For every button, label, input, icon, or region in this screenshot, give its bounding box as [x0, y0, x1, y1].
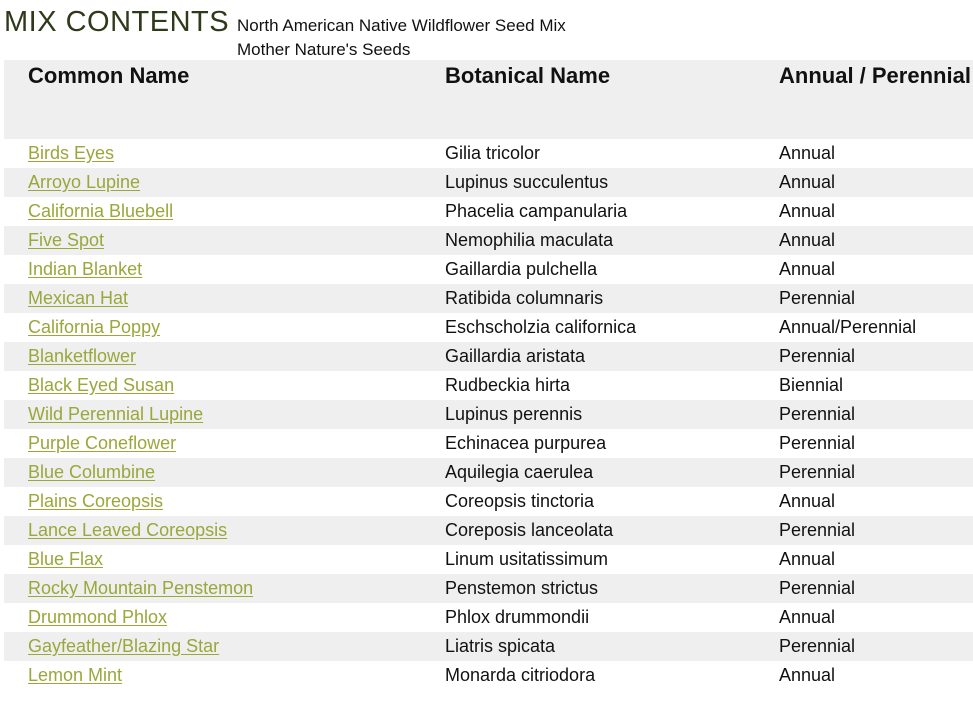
cell-botanical-name: Gaillardia pulchella [445, 259, 598, 279]
cell-common-name [4, 313, 421, 342]
cell-annual-perennial: Annual [779, 607, 836, 627]
plant-link[interactable]: Lance Leaved Coreopsis [28, 520, 228, 540]
table-row [4, 516, 973, 545]
table-row [4, 574, 973, 603]
table-row [4, 661, 973, 690]
plant-link[interactable]: California Bluebell [28, 201, 174, 221]
table-row [4, 168, 973, 197]
plant-link[interactable]: Indian Blanket [28, 259, 143, 279]
plant-link[interactable]: Rocky Mountain Penstemon [28, 578, 254, 598]
cell-annual-perennial: Annual [779, 201, 836, 221]
table-body [4, 139, 973, 690]
table-row [4, 139, 973, 168]
cell-annual-perennial: Annual [779, 491, 836, 511]
table-row [4, 226, 973, 255]
cell-common-name [4, 487, 421, 516]
table-header [4, 60, 973, 139]
cell-annual-perennial: Perennial [779, 462, 856, 482]
plant-link[interactable]: Birds Eyes [28, 143, 115, 163]
table-row [4, 458, 973, 487]
cell-annual-perennial: Perennial [779, 578, 856, 598]
cell-common-name [4, 400, 421, 429]
plant-link[interactable]: Blue Flax [28, 549, 104, 569]
cell-botanical-name: Coreposis lanceolata [445, 520, 614, 540]
cell-common-name [4, 574, 421, 603]
cell-botanical-name: Liatris spicata [445, 636, 556, 656]
cell-botanical-name: Monarda citriodora [445, 665, 596, 685]
cell-annual-perennial: Annual [779, 549, 836, 569]
cell-common-name [4, 516, 421, 545]
cell-annual-perennial: Perennial [779, 288, 856, 308]
cell-common-name [4, 632, 421, 661]
plant-link[interactable]: Plains Coreopsis [28, 491, 164, 511]
table-row [4, 632, 973, 661]
cell-common-name [4, 226, 421, 255]
cell-annual-perennial: Perennial [779, 346, 856, 366]
column-header-annual-perennial: Annual / Perennial [779, 63, 971, 88]
cell-common-name [4, 168, 421, 197]
cell-common-name [4, 545, 421, 574]
plant-link[interactable]: Black Eyed Susan [28, 375, 175, 395]
cell-botanical-name: Gilia tricolor [445, 143, 541, 163]
cell-common-name [4, 197, 421, 226]
page-header [0, 0, 973, 60]
cell-botanical-name: Lupinus perennis [445, 404, 583, 424]
cell-common-name [4, 284, 421, 313]
cell-common-name [4, 458, 421, 487]
column-header-botanical-name: Botanical Name [445, 63, 611, 88]
cell-annual-perennial: Annual [779, 665, 836, 685]
table-row [4, 284, 973, 313]
table-row [4, 400, 973, 429]
cell-annual-perennial: Biennial [779, 375, 844, 395]
cell-botanical-name: Penstemon strictus [445, 578, 599, 598]
plant-link[interactable]: Arroyo Lupine [28, 172, 141, 192]
cell-common-name [4, 603, 421, 632]
company-name: Mother Nature's Seeds [237, 40, 411, 59]
cell-botanical-name: Aquilegia caerulea [445, 462, 594, 482]
plant-link[interactable]: Blue Columbine [28, 462, 156, 482]
cell-botanical-name: Gaillardia aristata [445, 346, 586, 366]
cell-botanical-name: Phacelia campanularia [445, 201, 628, 221]
table-header-row [4, 60, 973, 139]
cell-botanical-name: Eschscholzia californica [445, 317, 637, 337]
table-row [4, 342, 973, 371]
cell-common-name [4, 661, 421, 690]
plant-link[interactable]: Purple Coneflower [28, 433, 177, 453]
plant-link[interactable]: Lemon Mint [28, 665, 123, 685]
cell-annual-perennial: Annual [779, 259, 836, 279]
cell-botanical-name: Echinacea purpurea [445, 433, 607, 453]
table-row [4, 255, 973, 284]
cell-botanical-name: Nemophilia maculata [445, 230, 614, 250]
cell-annual-perennial: Perennial [779, 636, 856, 656]
cell-annual-perennial: Perennial [779, 404, 856, 424]
plant-link[interactable]: Drummond Phlox [28, 607, 168, 627]
table-row [4, 487, 973, 516]
table-row [4, 313, 973, 342]
cell-botanical-name: Coreopsis tinctoria [445, 491, 595, 511]
cell-botanical-name: Ratibida columnaris [445, 288, 604, 308]
mix-contents-table-wrapper [4, 60, 973, 690]
cell-botanical-name: Linum usitatissimum [445, 549, 609, 569]
plant-link[interactable]: Mexican Hat [28, 288, 129, 308]
page-title: MIX CONTENTS [4, 6, 230, 38]
column-header-common-name: Common Name [28, 63, 190, 88]
cell-annual-perennial: Annual [779, 143, 836, 163]
product-name: North American Native Wildflower Seed Mix [237, 16, 566, 35]
cell-common-name [4, 342, 421, 371]
subtitle-block [237, 14, 566, 62]
table-row [4, 429, 973, 458]
cell-annual-perennial: Perennial [779, 433, 856, 453]
cell-annual-perennial: Annual [779, 172, 836, 192]
cell-annual-perennial: Annual/Perennial [779, 317, 917, 337]
cell-common-name [4, 139, 421, 168]
cell-annual-perennial: Perennial [779, 520, 856, 540]
cell-common-name [4, 429, 421, 458]
plant-link[interactable]: Wild Perennial Lupine [28, 404, 204, 424]
cell-common-name [4, 371, 421, 400]
cell-botanical-name: Lupinus succulentus [445, 172, 609, 192]
cell-annual-perennial: Annual [779, 230, 836, 250]
plant-link[interactable]: Blanketflower [28, 346, 137, 366]
mix-contents-table [4, 60, 973, 690]
plant-link[interactable]: Gayfeather/Blazing Star [28, 636, 220, 656]
plant-link[interactable]: California Poppy [28, 317, 161, 337]
cell-common-name [4, 255, 421, 284]
table-row [4, 197, 973, 226]
table-row [4, 545, 973, 574]
cell-botanical-name: Rudbeckia hirta [445, 375, 571, 395]
table-row [4, 603, 973, 632]
cell-botanical-name: Phlox drummondii [445, 607, 590, 627]
plant-link[interactable]: Five Spot [28, 230, 105, 250]
table-row [4, 371, 973, 400]
